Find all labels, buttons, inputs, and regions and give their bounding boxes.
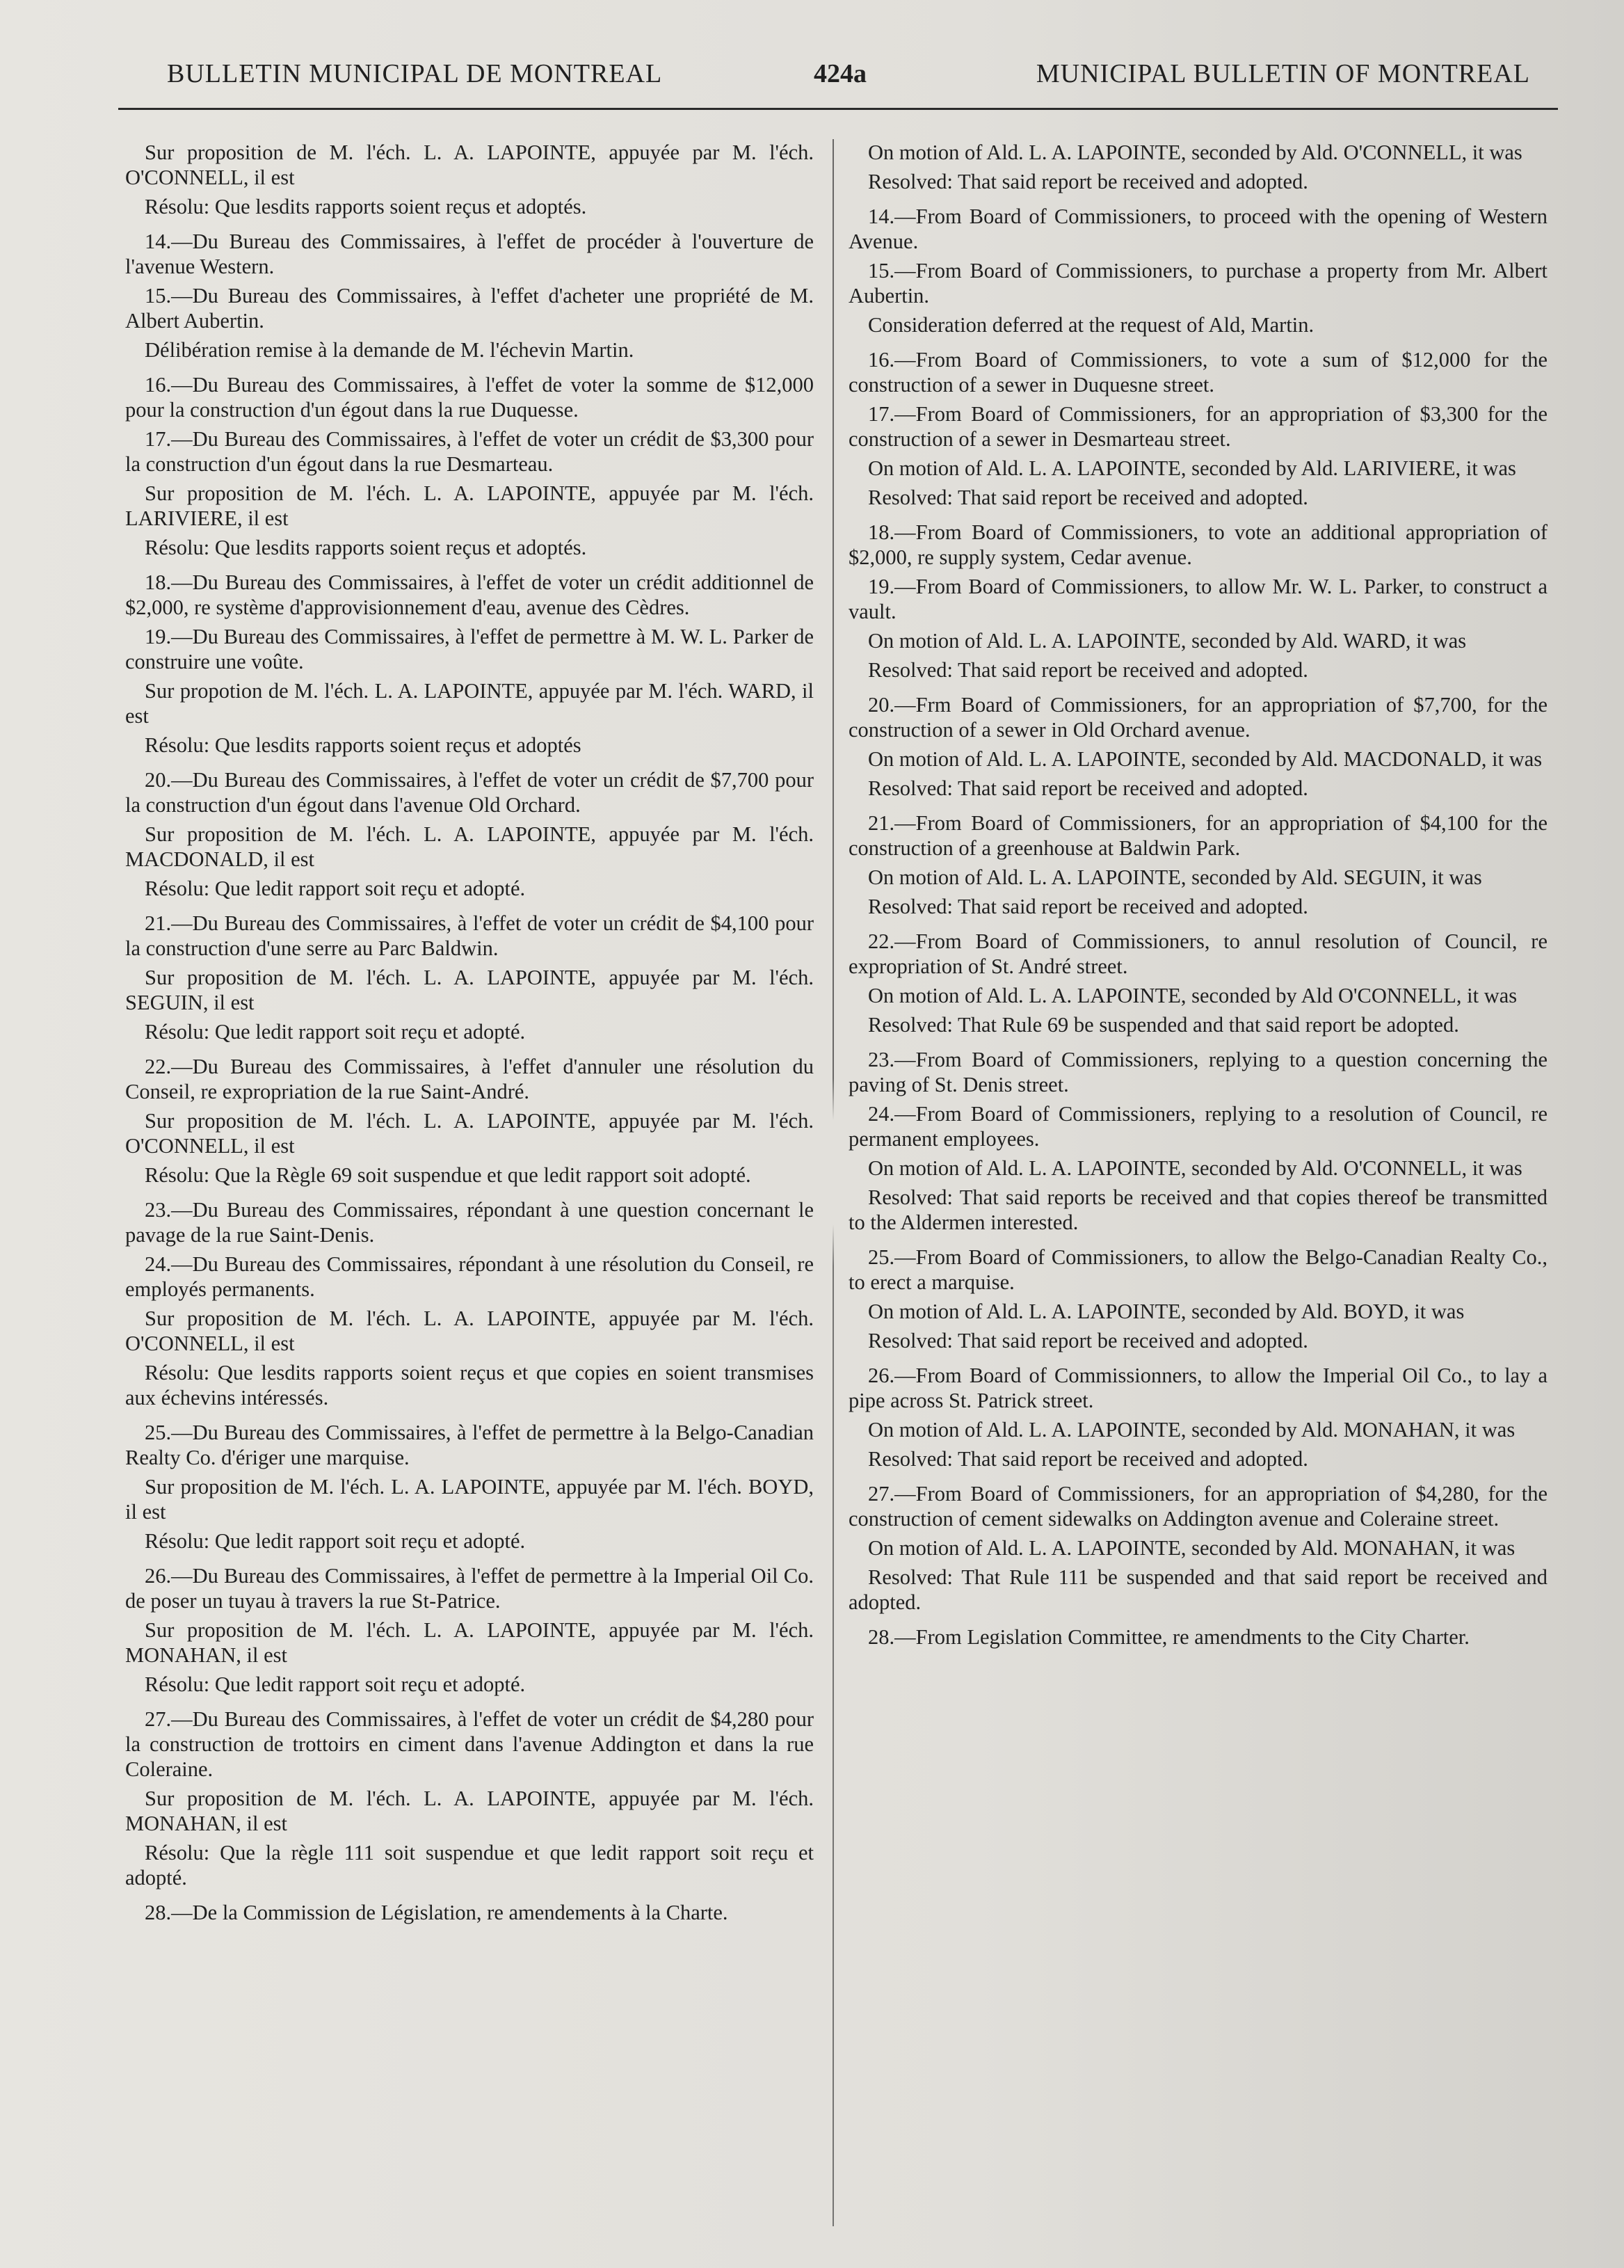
french-resolution-paragraph: Résolu: Que ledit rapport soit reçu et adopté. (145, 1020, 526, 1044)
french-motion-paragraph: Sur proposition de M. l'éch. L. A. LAPOINTE, appuyée par M. l'éch. MACDONALD, il est (125, 822, 814, 871)
french-agenda-item: 21.—Du Bureau des Commissaires, à l'effet de voter un crédit de $4,100 pour la construction d'une serre au Parc Baldwin. (125, 911, 814, 960)
english-resolution-paragraph: Resolved: That said report be received and adopted. (868, 776, 1308, 800)
french-resolution-paragraph: Résolu: Que ledit rapport soit reçu et adopté. (145, 1672, 526, 1696)
french-agenda-item: 17.—Du Bureau des Commissaires, à l'effet de voter un crédit de $3,300 pour la construction d'un égout dans la rue Desmarteau. (125, 427, 814, 476)
page-header (167, 58, 1558, 100)
english-agenda-item: 17.—From Board of Commissioners, for an appropriation of $3,300 for the construction of a sewer in Desmarteau street. (849, 402, 1547, 451)
french-agenda-item: 22.—Du Bureau des Commissaires, à l'effet d'annuler une résolution du Conseil, re expropriation de la rue Saint-André. (125, 1055, 814, 1103)
french-resolution-paragraph: Résolu: Que la règle 111 soit suspendue et que ledit rapport soit reçu et adopté. (125, 1841, 814, 1890)
french-agenda-item: 23.—Du Bureau des Commissaires, répondant à une question concernant le pavage de la rue Saint-Denis. (125, 1198, 814, 1247)
english-motion-paragraph: On motion of Ald. L. A. LAPOINTE, seconded by Ald. MACDONALD, it was (868, 747, 1543, 771)
english-agenda-item: 26.—From Board of Commissionners, to allow the Imperial Oil Co., to lay a pipe across St. Patrick street. (849, 1364, 1547, 1412)
french-motion-paragraph: Sur proposition de M. l'éch. L. A. LAPOINTE, appuyée par M. l'éch. SEGUIN, il est (125, 966, 814, 1014)
french-agenda-item: 14.—Du Bureau des Commissaires, à l'effet de procéder à l'ouverture de l'avenue Western. (125, 230, 814, 278)
english-resolution-paragraph: Resolved: That said reports be received and that copies thereof be transmitted to the Aldermen interested. (849, 1185, 1547, 1234)
english-resolution-paragraph: Resolved: That said report be received and adopted. (868, 486, 1308, 509)
french-column (125, 136, 814, 1929)
english-motion-paragraph: On motion of Ald. L. A. LAPOINTE, seconded by Ald. WARD, it was (868, 629, 1467, 653)
english-resolution-paragraph: Resolved: That said report be received and adopted. (868, 658, 1308, 682)
french-motion-paragraph: Sur proposition de M. l'éch. L. A. LAPOINTE, appuyée par M. l'éch. MONAHAN, il est (125, 1787, 814, 1835)
french-resolution-paragraph: Résolu: Que lesdits rapports soient reçus et adoptés. (145, 195, 587, 218)
english-agenda-item: 23.—From Board of Commissioners, replying to a question concerning the paving of St. Denis street. (849, 1048, 1547, 1096)
english-motion-paragraph: On motion of Ald. L. A. LAPOINTE, seconded by Ald O'CONNELL, it was (868, 984, 1518, 1007)
english-motion-paragraph: On motion of Ald. L. A. LAPOINTE, seconded by Ald. O'CONNELL, it was (868, 141, 1522, 164)
english-motion-paragraph: On motion of Ald. L. A. LAPOINTE, seconded by Ald. SEGUIN, it was (868, 865, 1482, 889)
english-agenda-item: 20.—Frm Board of Commissioners, for an appropriation of $7,700, for the construction of a sewer in Old Orchard avenue. (849, 693, 1547, 742)
english-motion-paragraph: On motion of Ald. L. A. LAPOINTE, seconded by Ald. O'CONNELL, it was (868, 1156, 1522, 1180)
french-motion-paragraph: Sur proposition de M. l'éch. L. A. LAPOINTE, appuyée par M. l'éch. O'CONNELL, il est (125, 1307, 814, 1355)
english-agenda-item: 21.—From Board of Commissioners, for an appropriation of $4,100 for the construction of a greenhouse at Baldwin Park. (849, 811, 1547, 860)
header-rule (118, 108, 1558, 110)
french-agenda-item: 16.—Du Bureau des Commissaires, à l'effet de voter la somme de $12,000 pour la construction d'un égout dans la rue Duquesse. (125, 373, 814, 422)
english-agenda-item: 24.—From Board of Commissioners, replying to a resolution of Council, re permanent employees. (849, 1102, 1547, 1151)
french-motion-paragraph: Sur proposition de M. l'éch. L. A. LAPOINTE, appuyée par M. l'éch. O'CONNELL, il est (125, 141, 814, 189)
english-agenda-item: 16.—From Board of Commissioners, to vote a sum of $12,000 for the construction of a sewer in Duquesne street. (849, 348, 1547, 397)
english-column (849, 136, 1547, 1654)
french-resolution-paragraph: Résolu: Que ledit rapport soit reçu et adopté. (145, 877, 526, 900)
english-resolution-paragraph: Resolved: That said report be received and adopted. (868, 1329, 1308, 1352)
french-agenda-item: 28.—De la Commission de Législation, re amendements à la Charte. (145, 1901, 728, 1924)
french-agenda-item: 24.—Du Bureau des Commissaires, répondant à une résolution du Conseil, re employés permanents. (125, 1252, 814, 1301)
french-resolution-paragraph: Résolu: Que lesdits rapports soient reçus et adoptés. (145, 536, 587, 559)
french-motion-paragraph: Sur proposition de M. l'éch. L. A. LAPOINTE, appuyée par M. l'éch. MONAHAN, il est (125, 1618, 814, 1667)
english-agenda-item: 15.—From Board of Commissioners, to purchase a property from Mr. Albert Aubertin. (849, 259, 1547, 308)
french-agenda-item: 26.—Du Bureau des Commissaires, à l'effet de permettre à la Imperial Oil Co. de poser un tuyau à travers la rue St-Patrice. (125, 1564, 814, 1613)
english-resolution-paragraph: Resolved: That said report be received and adopted. (868, 1447, 1308, 1471)
header-title-french: BULLETIN MUNICIPAL DE MONTREAL (167, 59, 663, 88)
english-motion-paragraph: On motion of Ald. L. A. LAPOINTE, seconded by Ald. MONAHAN, it was (868, 1536, 1516, 1560)
english-agenda-item: 27.—From Board of Commissioners, for an appropriation of $4,280, for the construction of cement sidewalks on Addington avenue and Coleraine street. (849, 1482, 1547, 1531)
french-motion-paragraph: Sur proposition de M. l'éch. L. A. LAPOINTE, appuyée par M. l'éch. LARIVIERE, il est (125, 481, 814, 530)
french-resolution-paragraph: Résolu: Que ledit rapport soit reçu et adopté. (145, 1529, 526, 1553)
french-agenda-item: 27.—Du Bureau des Commissaires, à l'effet de voter un crédit de $4,280 pour la construction de trottoirs en ciment dans l'avenue Addington et dans la rue Coleraine. (125, 1707, 814, 1781)
page-number: 424a (814, 59, 867, 88)
french-agenda-item: 25.—Du Bureau des Commissaires, à l'effet de permettre à la Belgo-Canadian Realty Co. d'ériger une marquise. (125, 1421, 814, 1469)
french-resolution-paragraph: Délibération remise à la demande de M. l'échevin Martin. (145, 338, 634, 362)
french-motion-paragraph: Sur propotion de M. l'éch. L. A. LAPOINTE, appuyée par M. l'éch. WARD, il est (125, 679, 814, 728)
english-agenda-item: 19.—From Board of Commissioners, to allow Mr. W. L. Parker, to construct a vault. (849, 575, 1547, 623)
french-resolution-paragraph: Résolu: Que lesdits rapports soient reçus et que copies en soient transmises aux échevins intéressés. (125, 1361, 814, 1409)
english-agenda-item: 28.—From Legislation Committee, re amendments to the City Charter. (868, 1625, 1470, 1649)
english-agenda-item: 14.—From Board of Commissioners, to proceed with the opening of Western Avenue. (849, 205, 1547, 253)
english-resolution-paragraph: Consideration deferred at the request of Ald, Martin. (868, 313, 1315, 337)
french-agenda-item: 19.—Du Bureau des Commissaires, à l'effet de permettre à M. W. L. Parker de construire une voûte. (125, 625, 814, 673)
english-agenda-item: 25.—From Board of Commissioners, to allow the Belgo-Canadian Realty Co., to erect a marquise. (849, 1245, 1547, 1294)
french-agenda-item: 20.—Du Bureau des Commissaires, à l'effet de voter un crédit de $7,700 pour la construction d'un égout dans l'avenue Old Orchard. (125, 768, 814, 817)
column-divider (833, 139, 834, 2226)
english-motion-paragraph: On motion of Ald. L. A. LAPOINTE, seconded by Ald. BOYD, it was (868, 1300, 1465, 1323)
french-resolution-paragraph: Résolu: Que la Règle 69 soit suspendue et que ledit rapport soit adopté. (145, 1163, 751, 1187)
french-agenda-item: 15.—Du Bureau des Commissaires, à l'effet d'acheter une propriété de M. Albert Aubertin. (125, 284, 814, 333)
english-agenda-item: 18.—From Board of Commissioners, to vote an additional appropriation of $2,000, re supply system, Cedar avenue. (849, 520, 1547, 569)
english-resolution-paragraph: Resolved: That Rule 69 be suspended and that said report be adopted. (868, 1013, 1459, 1037)
english-motion-paragraph: On motion of Ald. L. A. LAPOINTE, seconded by Ald. MONAHAN, it was (868, 1418, 1516, 1442)
french-motion-paragraph: Sur proposition de M. l'éch. L. A. LAPOINTE, appuyée par M. l'éch. BOYD, il est (125, 1475, 814, 1524)
french-resolution-paragraph: Résolu: Que lesdits rapports soient reçus et adoptés (145, 733, 581, 757)
english-resolution-paragraph: Resolved: That said report be received and adopted. (868, 895, 1308, 918)
french-motion-paragraph: Sur proposition de M. l'éch. L. A. LAPOINTE, appuyée par M. l'éch. O'CONNELL, il est (125, 1109, 814, 1158)
english-resolution-paragraph: Resolved: That Rule 111 be suspended and that said report be received and adopted. (849, 1565, 1547, 1614)
english-resolution-paragraph: Resolved: That said report be received and adopted. (868, 170, 1308, 193)
header-title-english: MUNICIPAL BULLETIN OF MONTREAL (1036, 59, 1530, 88)
french-agenda-item: 18.—Du Bureau des Commissaires, à l'effet de voter un crédit additionnel de $2,000, re système d'approvisionnement d'eau, avenue des Cèdres. (125, 570, 814, 619)
english-motion-paragraph: On motion of Ald. L. A. LAPOINTE, seconded by Ald. LARIVIERE, it was (868, 456, 1516, 480)
english-agenda-item: 22.—From Board of Commissioners, to annul resolution of Council, re expropriation of St. André street. (849, 929, 1547, 978)
